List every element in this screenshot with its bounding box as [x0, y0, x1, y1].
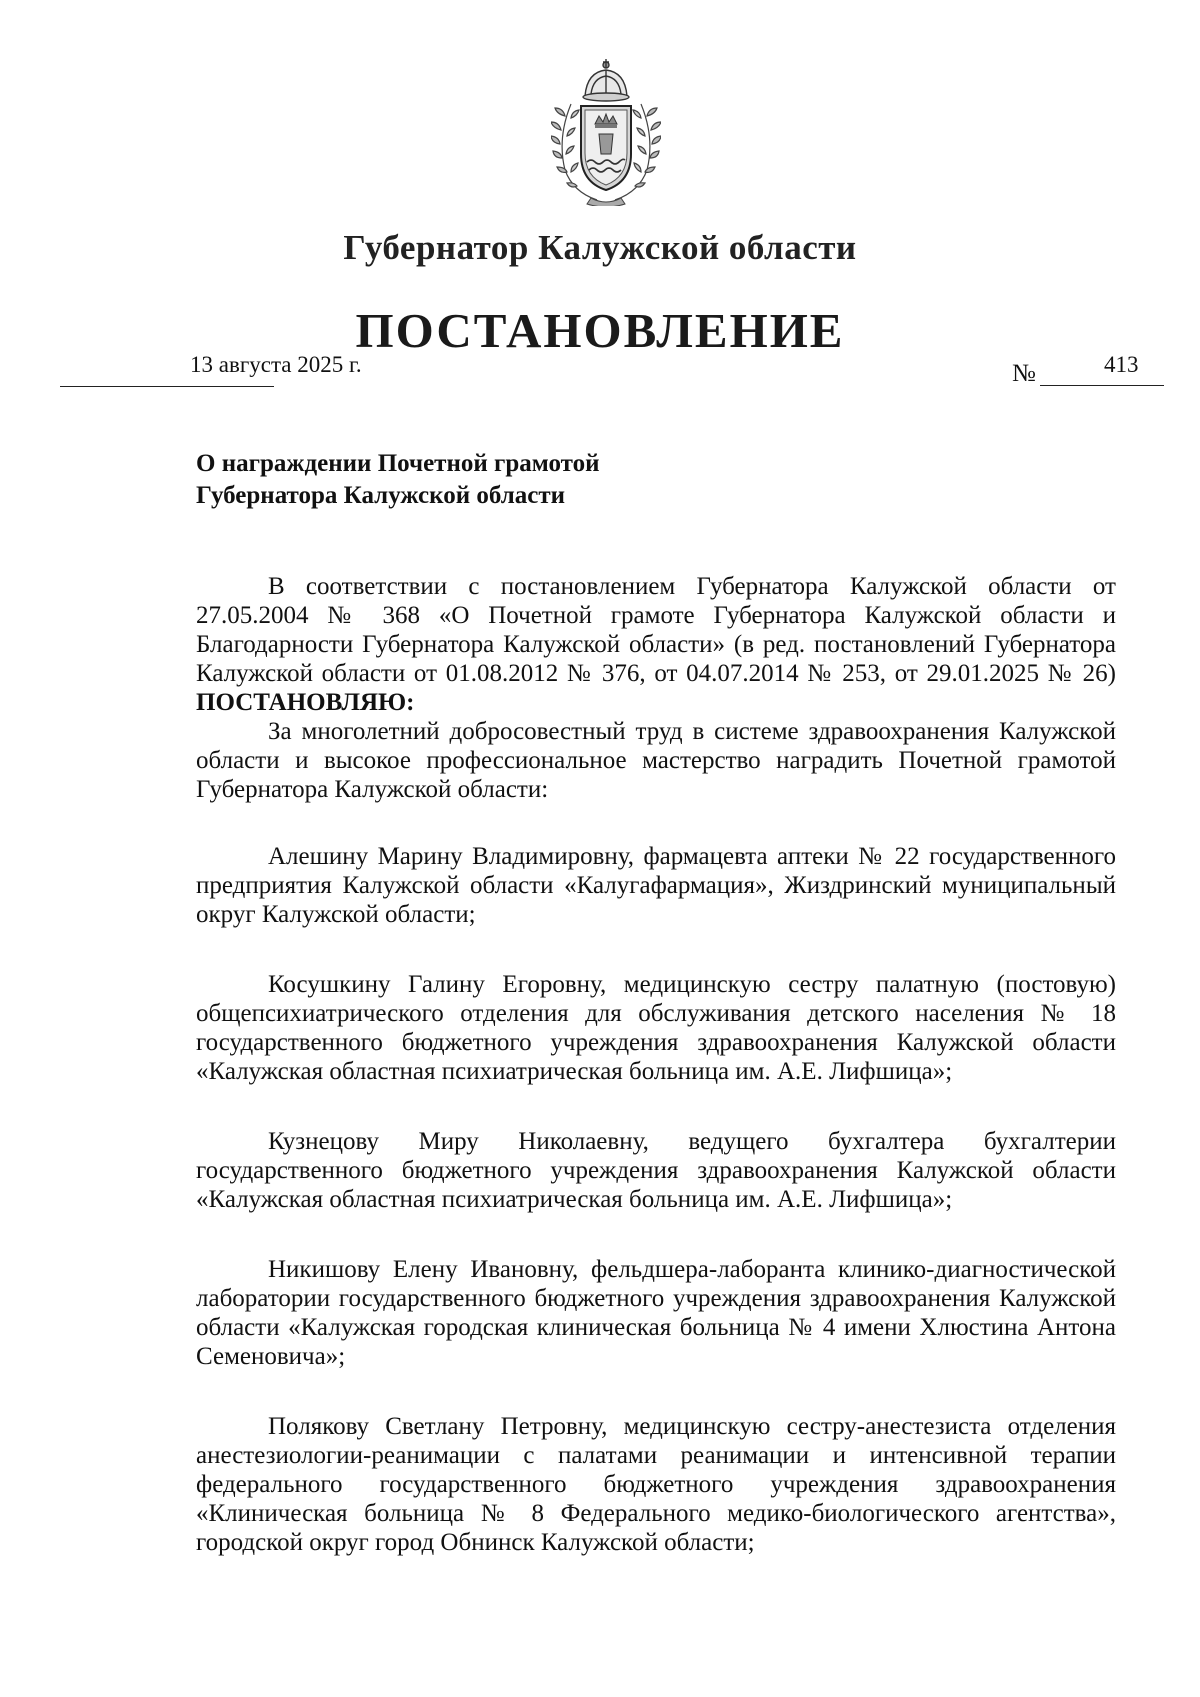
decision-paragraph: За многолетний добросовестный труд в системе здравоохранения Калужской области и высокое профессиональное мастерство наградить Почетной грамотой Губернатора Калужской области:: [196, 718, 1116, 803]
awardee-paragraph: Кузнецову Миру Николаевну, ведущего бухгалтера бухгалтерии государственного бюджетного учреждения здравоохранения Калужской области «Калужская областная психиатрическая больница им. А.Е. Лифшица»;: [196, 1128, 1116, 1213]
document-number: 413: [1104, 352, 1139, 377]
document-number-label: №: [1012, 360, 1036, 387]
preamble-text: В соответствии с постановлением Губернатора Калужской области от 27.05.2004 № 368 «О Почетной грамоте Губернатора Калужской области и Благодарности Губернатора Калужской области» (в ред. постановлений Губернатора Калужской области от 01.08.2012 № 376, от 04.07.2014 № 253, от 29.01.2025 № 26): [196, 573, 1116, 687]
awardee-paragraph: Алешину Марину Владимировну, фармацевта аптеки № 22 государственного предприятия Калужской области «Калугафармация», Жиздринский муниципальный округ Калужской области;: [196, 843, 1116, 928]
subject-line-2: Губернатора Калужской области: [196, 482, 566, 509]
subject-line-1: О награждении Почетной грамотой: [196, 450, 600, 477]
awardee-paragraph: Никишову Елену Ивановну, фельдшера-лаборанта клинико-диагностической лаборатории государственного бюджетного учреждения здравоохранения Калужской области «Калужская городская клиническая больница № 4 имени Хлюстина Антона Семеновича»;: [196, 1256, 1116, 1370]
preamble-paragraph: [196, 572, 1116, 717]
kaluga-coat-of-arms-icon: [551, 58, 661, 206]
resolve-word: ПОСТАНОВЛЯЮ:: [196, 689, 415, 716]
document-date: 13 августа 2025 г.: [190, 352, 362, 377]
document-type-title: ПОСТАНОВЛЕНИЕ: [355, 303, 845, 358]
document-subject: [196, 448, 600, 512]
document-body: [196, 572, 1116, 1557]
date-underline: [60, 386, 274, 387]
awardee-paragraph: Косушкину Галину Егоровну, медицинскую сестру палатную (постовую) общепсихиатрического отделения для обслуживания детского населения № 18 государственного бюджетного учреждения здравоохранения Калужской области «Калужская областная психиатрическая больница им. А.Е. Лифшица»;: [196, 971, 1116, 1085]
number-underline: [1040, 385, 1164, 386]
awardee-paragraph: Полякову Светлану Петровну, медицинскую сестру-анестезиста отделения анестезиологии-реанимации с палатами реанимации и интенсивной терапии федерального государственного бюджетного учреждения здравоохранения «Клиническая больница № 8 Федерального медико-биологического агентства», городской округ город Обнинск Калужской области;: [196, 1413, 1116, 1556]
authority-title: Губернатор Калужской области: [343, 228, 857, 267]
